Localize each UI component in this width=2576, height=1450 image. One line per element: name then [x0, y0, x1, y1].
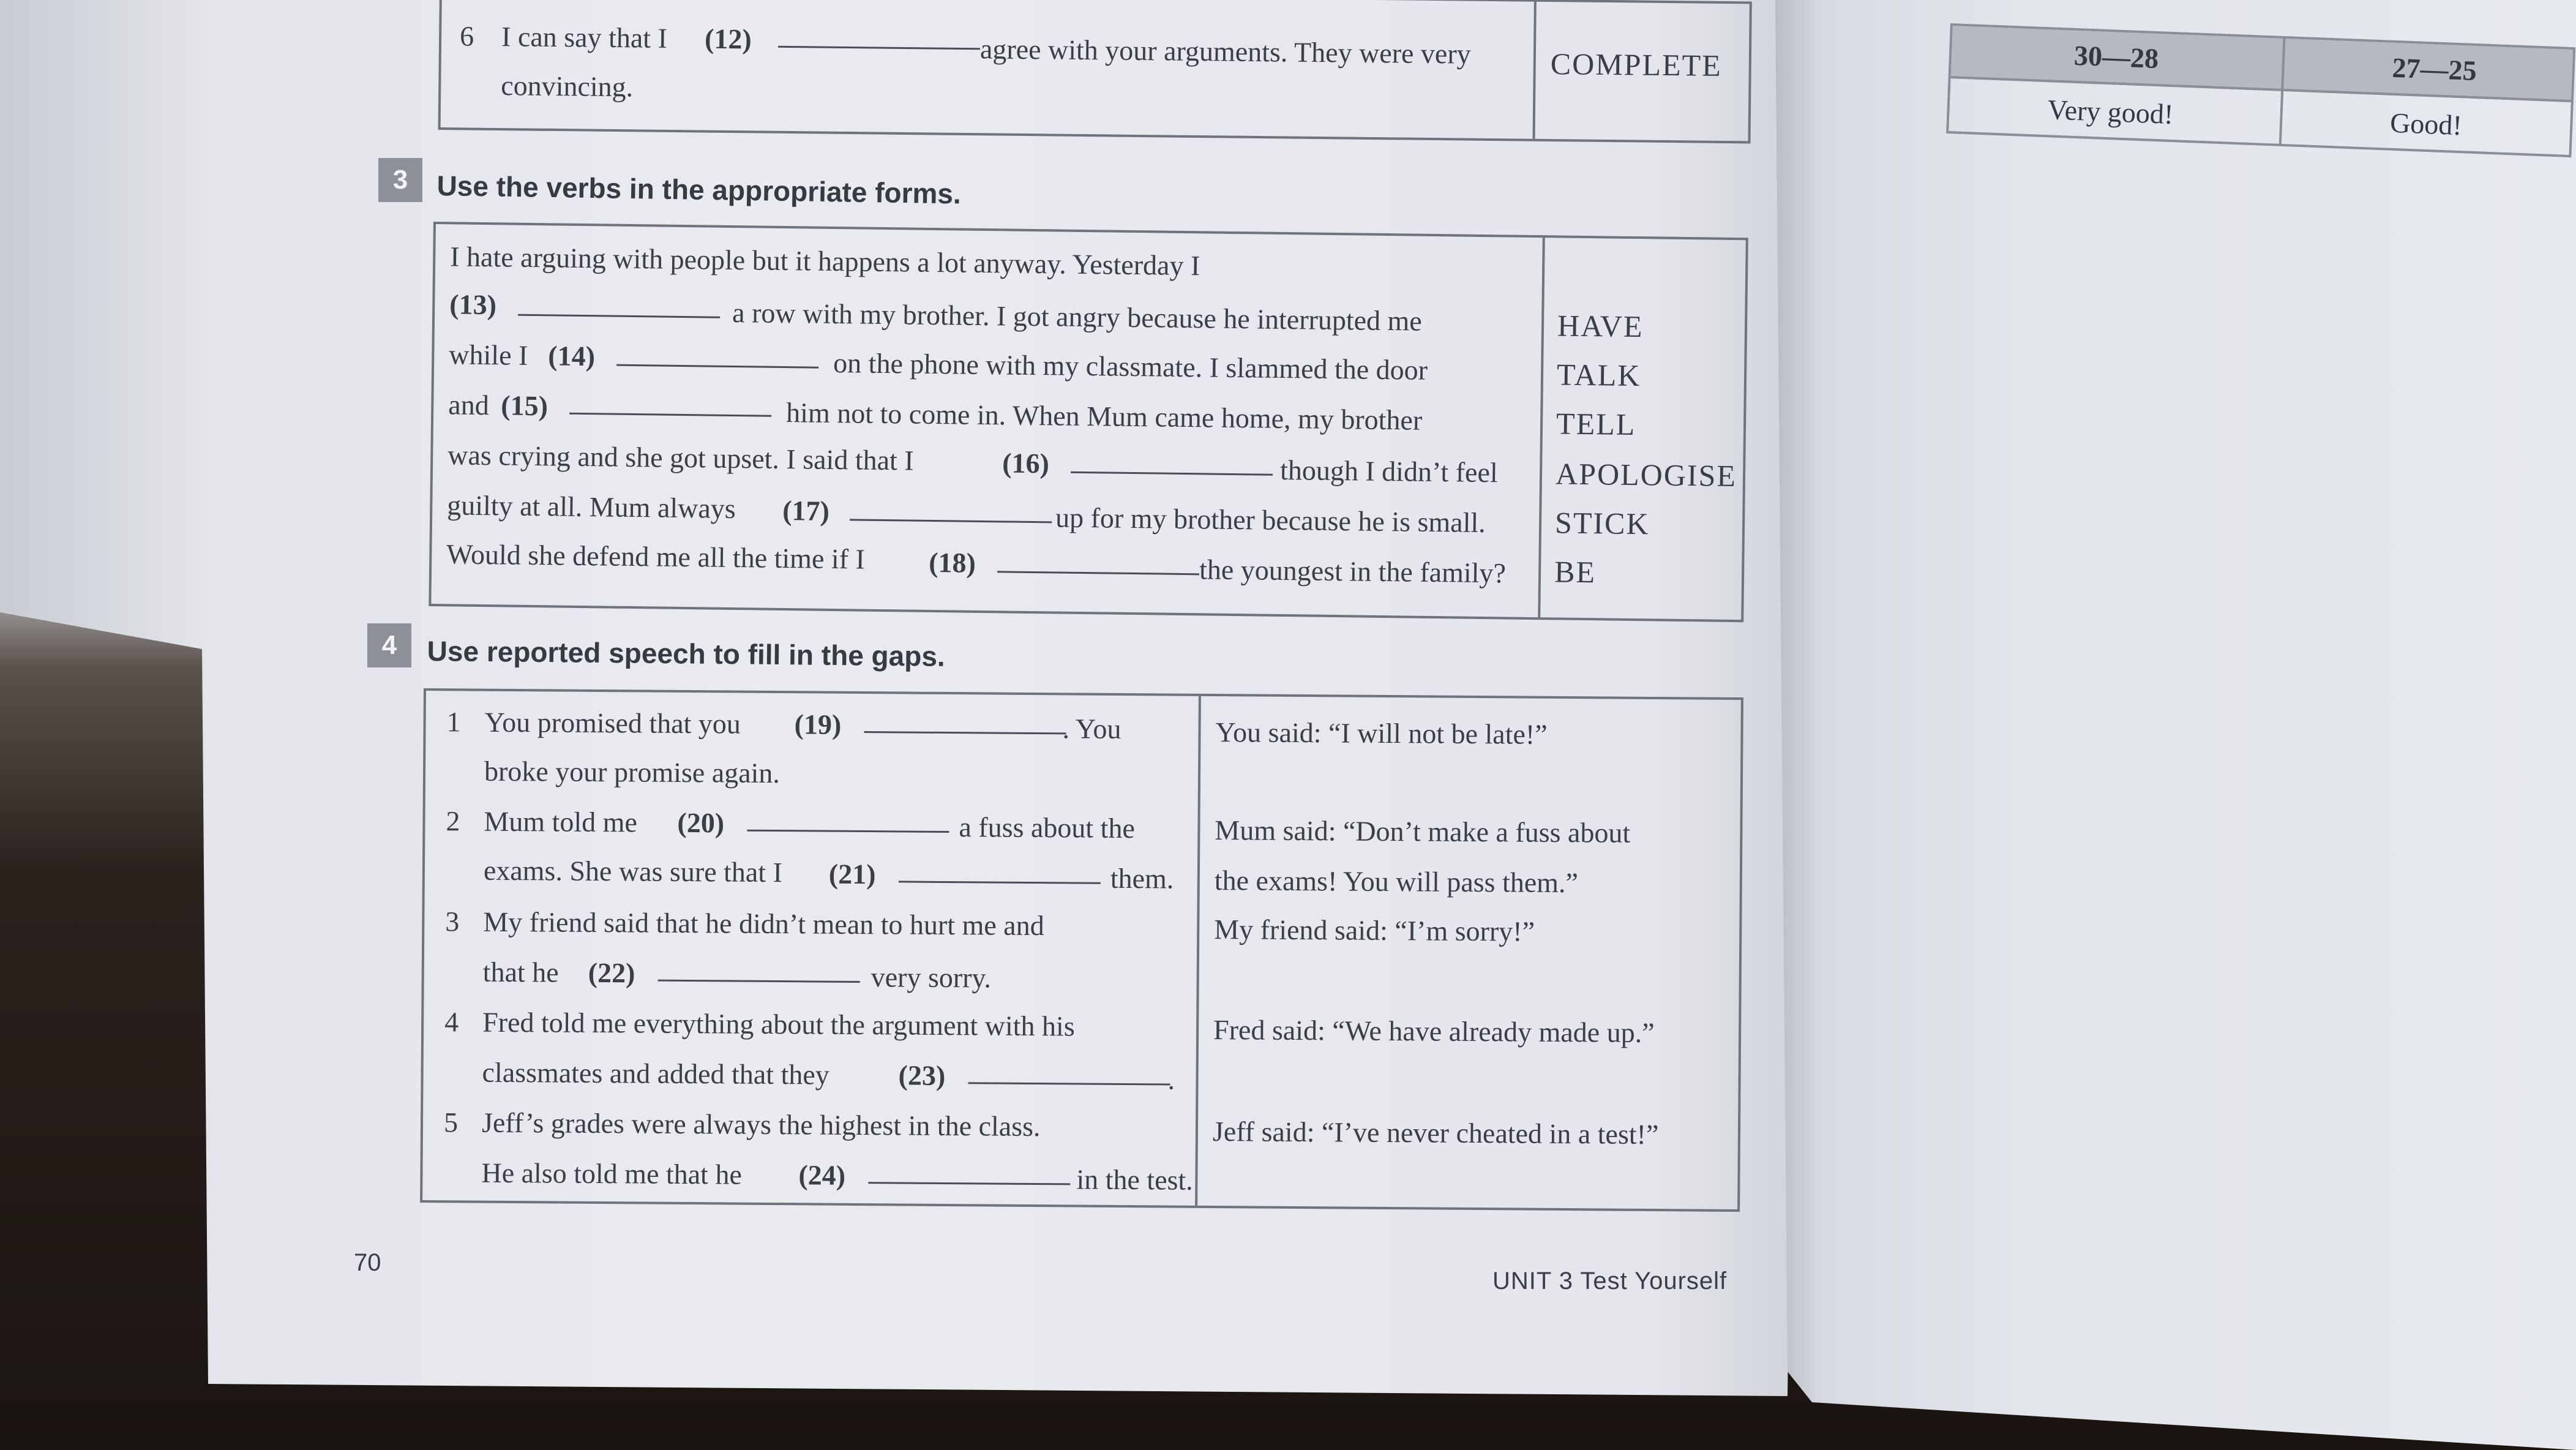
- item-1-number: 1: [446, 706, 461, 738]
- item-4-number: 4: [444, 1006, 459, 1038]
- task3-line-7-pre: Would she defend me all the time if I: [446, 538, 866, 575]
- top-item-table: [438, 0, 1752, 143]
- gap-24-label: (24): [798, 1159, 846, 1191]
- item-4-line-1: Fred told me everything about the argument with his: [482, 1006, 1075, 1042]
- gap-14-label: (14): [548, 340, 596, 372]
- gap-13-input[interactable]: [518, 310, 720, 318]
- item-2-number: 2: [446, 805, 460, 837]
- footer-unit-label: UNIT 3 Test Yourself: [1492, 1268, 1728, 1294]
- item-2-line-2-post: them.: [1110, 862, 1174, 895]
- sentence-part-2: agree with your arguments. They were very: [979, 33, 1471, 70]
- word-have: HAVE: [1557, 308, 1644, 344]
- gap-23-input[interactable]: [968, 1078, 1170, 1085]
- item-4-line-2-post: .: [1167, 1064, 1175, 1095]
- score-rating-1: Very good!: [2046, 94, 2174, 130]
- item-2-quote-line-2: the exams! You will pass them.”: [1214, 865, 1579, 899]
- item-5-line-1: Jeff’s grades were always the highest in the class.: [481, 1106, 1041, 1143]
- task-3-number: 3: [378, 158, 422, 202]
- item-1-line-1-pre: You promised that you: [484, 706, 741, 740]
- gap-16-input[interactable]: [1071, 467, 1273, 476]
- task3-line-2: a row with my brother. I got angry because he interrupted me: [732, 296, 1423, 337]
- task3-line-4-pre: and: [448, 389, 490, 421]
- word-apologise: APOLOGISE: [1555, 456, 1737, 494]
- item-3-number: 3: [445, 906, 460, 937]
- gap-21-input[interactable]: [899, 876, 1101, 884]
- item-2-line-1-pre: Mum told me: [484, 805, 638, 838]
- item-2-line-1-post: a fuss about the: [959, 811, 1136, 844]
- task-4-number: 4: [367, 623, 411, 667]
- item-3-line-1: My friend said that he didn’t mean to hurt me and: [483, 906, 1044, 942]
- gap-19-input[interactable]: [864, 727, 1066, 734]
- task3-line-3-post: on the phone with my classmate. I slammed the door: [833, 347, 1428, 386]
- right-page: [1775, 0, 2576, 1450]
- word-talk: TALK: [1556, 357, 1641, 393]
- gap-17-input[interactable]: [850, 514, 1052, 523]
- item-3-quote: My friend said: “I’m sorry!”: [1214, 914, 1535, 947]
- score-range-2: 27—25: [2391, 51, 2477, 87]
- gap-number: (12): [704, 23, 752, 55]
- item-4-quote: Fred said: “We have already made up.”: [1213, 1014, 1655, 1049]
- task3-line-6-pre: guilty at all. Mum always: [447, 489, 736, 525]
- sentence-line-2: convincing.: [501, 70, 634, 103]
- gap-19-label: (19): [794, 708, 842, 740]
- word-be: BE: [1554, 554, 1597, 590]
- gap-14-input[interactable]: [616, 360, 818, 369]
- gap-17-label: (17): [782, 495, 830, 527]
- item-2-line-2-pre: exams. She was sure that I: [483, 854, 783, 888]
- item-5-quote: Jeff said: “I’ve never cheated in a test!”: [1212, 1116, 1659, 1151]
- score-rating-2: Good!: [2389, 107, 2463, 141]
- task3-line-4-post: him not to come in. When Mum came home, my brother: [785, 397, 1423, 436]
- gap-18-label: (18): [928, 546, 976, 579]
- task3-line-5-post: though I didn’t feel: [1279, 454, 1499, 489]
- gap-23-label: (23): [898, 1059, 946, 1091]
- item-number: 6: [459, 20, 474, 52]
- task-3-table: [429, 222, 1748, 622]
- task3-line-1: I hate arguing with people but it happens a lot anyway. Yesterday I: [449, 241, 1200, 282]
- item-5-number: 5: [443, 1106, 459, 1138]
- gap-24-input[interactable]: [868, 1178, 1070, 1185]
- task-4-table: [420, 688, 1743, 1212]
- gap-20-input[interactable]: [747, 825, 949, 833]
- gap-15-input[interactable]: [569, 408, 771, 417]
- item-5-line-2-pre: He also told me that he: [481, 1157, 743, 1190]
- gap-13-label: (13): [449, 288, 497, 321]
- item-3-line-2-post: very sorry.: [871, 961, 992, 994]
- gap-21-label: (21): [828, 858, 876, 890]
- item-1-quote: You said: “I will not be late!”: [1215, 716, 1548, 750]
- task3-line-7-post: the youngest in the family?: [1199, 554, 1507, 589]
- gap-15-label: (15): [501, 389, 549, 422]
- task3-line-5-pre: was crying and she got upset. I said that I: [447, 439, 914, 476]
- gap-18-input[interactable]: [997, 566, 1199, 575]
- item-5-line-2-post: in the test.: [1076, 1163, 1193, 1196]
- gap-20-label: (20): [677, 806, 725, 839]
- item-4-line-2-pre: classmates and added that they: [482, 1056, 829, 1091]
- word-stick: STICK: [1554, 505, 1650, 541]
- item-3-line-2-pre: that he: [482, 956, 559, 988]
- gap-16-label: (16): [1002, 447, 1050, 479]
- word-tell: TELL: [1556, 406, 1636, 442]
- task3-line-3-pre: while I: [449, 339, 528, 371]
- page-number: 70: [354, 1249, 381, 1276]
- item-1-line-2: broke your promise again.: [484, 755, 781, 789]
- answer-gap[interactable]: [778, 42, 980, 50]
- task-3-title: Use the verbs in the appropriate forms.: [436, 169, 962, 210]
- word-complete: COMPLETE: [1550, 47, 1722, 83]
- gap-22-label: (22): [588, 956, 635, 989]
- item-1-line-1-post: . You: [1062, 713, 1121, 745]
- sentence-part-1: I can say that I: [501, 21, 668, 54]
- task3-line-6-post: up for my brother because he is small.: [1055, 501, 1486, 539]
- item-2-quote: Mum said: “Don’t make a fuss about: [1215, 814, 1631, 849]
- gap-22-input[interactable]: [658, 975, 860, 983]
- score-range-1: 30—28: [2073, 39, 2160, 75]
- task-4-title: Use reported speech to fill in the gaps.: [427, 635, 946, 672]
